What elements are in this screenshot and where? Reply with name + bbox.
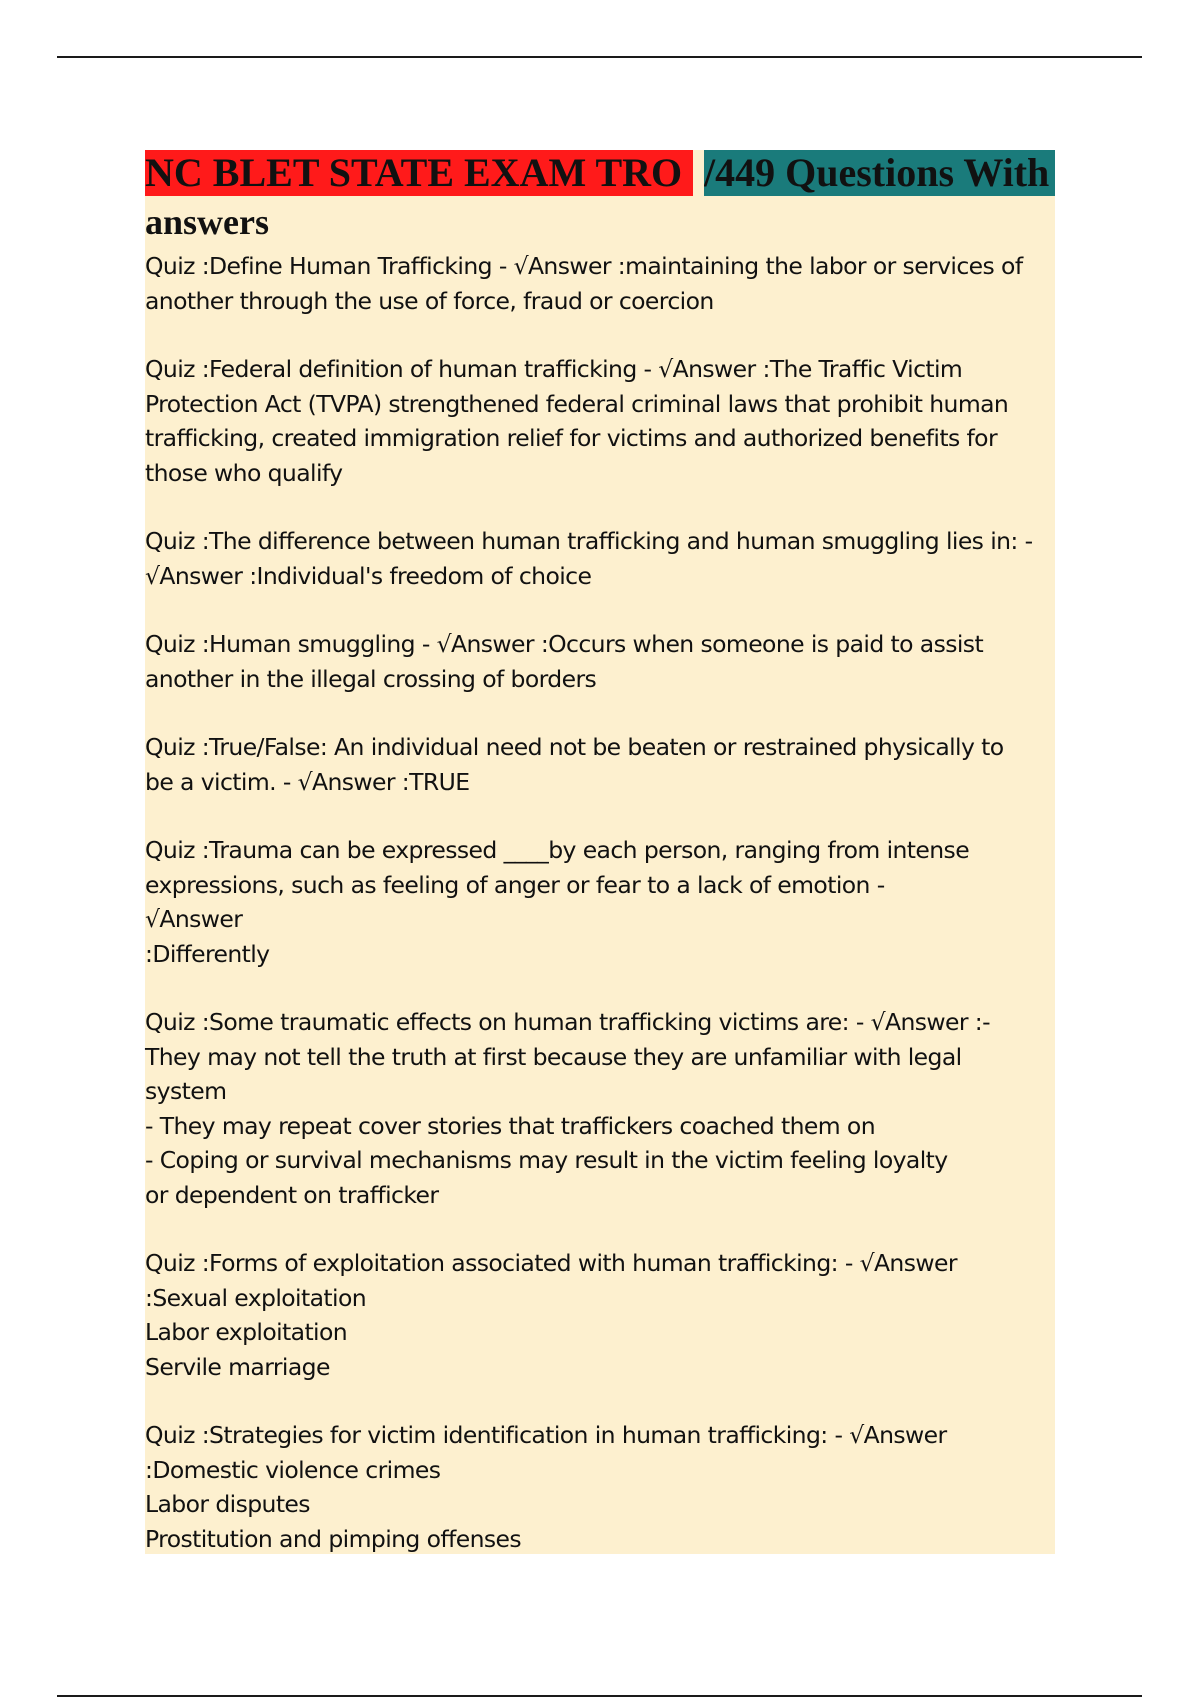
quiz-list (145, 249, 1055, 1590)
quiz-item: Quiz :Human smuggling - √Answer :Occurs when someone is paid to assist another in the illegal crossing of borders (145, 630, 984, 693)
top-rule (57, 56, 1142, 58)
quiz-item: Quiz :Trauma can be expressed ____by each person, ranging from intense expressions, such as feeling of anger or fear to a lack of emotion - √Answer :Differently (145, 836, 970, 968)
quiz-item: Quiz :True/False: An individual need not be beaten or restrained physically to be a victim. - √Answer :TRUE (145, 733, 1004, 796)
quiz-item: Quiz :Federal definition of human trafficking - √Answer :The Traffic Victim Protection Act (TVPA) strengthened federal criminal laws that prohibit human trafficking, created immigration relief for victims and authorized benefits for those who qualify (145, 355, 1009, 487)
document-title (145, 150, 1055, 196)
quiz-item: Quiz :Strategies for victim identification in human trafficking: - √Answer :Domestic violence crimes Labor disputes Prostitution and pimping offenses (145, 1421, 947, 1553)
quiz-item: Quiz :Forms of exploitation associated with human trafficking: - √Answer :Sexual exploitation Labor exploitation Servile marriage (145, 1249, 957, 1381)
bottom-rule (57, 1695, 1142, 1697)
document-title-continued: answers (145, 202, 269, 242)
title-highlight-red: NC BLET STATE EXAM TRO (145, 150, 693, 196)
title-highlight-teal: /449 Questions With (704, 150, 1055, 196)
quiz-item: Quiz :Some traumatic effects on human trafficking victims are: - √Answer :- They may not tell the truth at first because they are unfamiliar with legal system - They may repeat cover stories that traffickers coached them on - Coping or survival mechanisms may result in the victim feeling loyalty or dependent on trafficker (145, 1008, 990, 1209)
quiz-item: Quiz :Define Human Trafficking - √Answer :maintaining the labor or services of another through the use of force, fraud or coercion (145, 252, 1023, 315)
quiz-item: Quiz :The difference between human trafficking and human smuggling lies in: - √Answer :Individual's freedom of choice (145, 527, 1033, 590)
document-page (145, 150, 1055, 1554)
